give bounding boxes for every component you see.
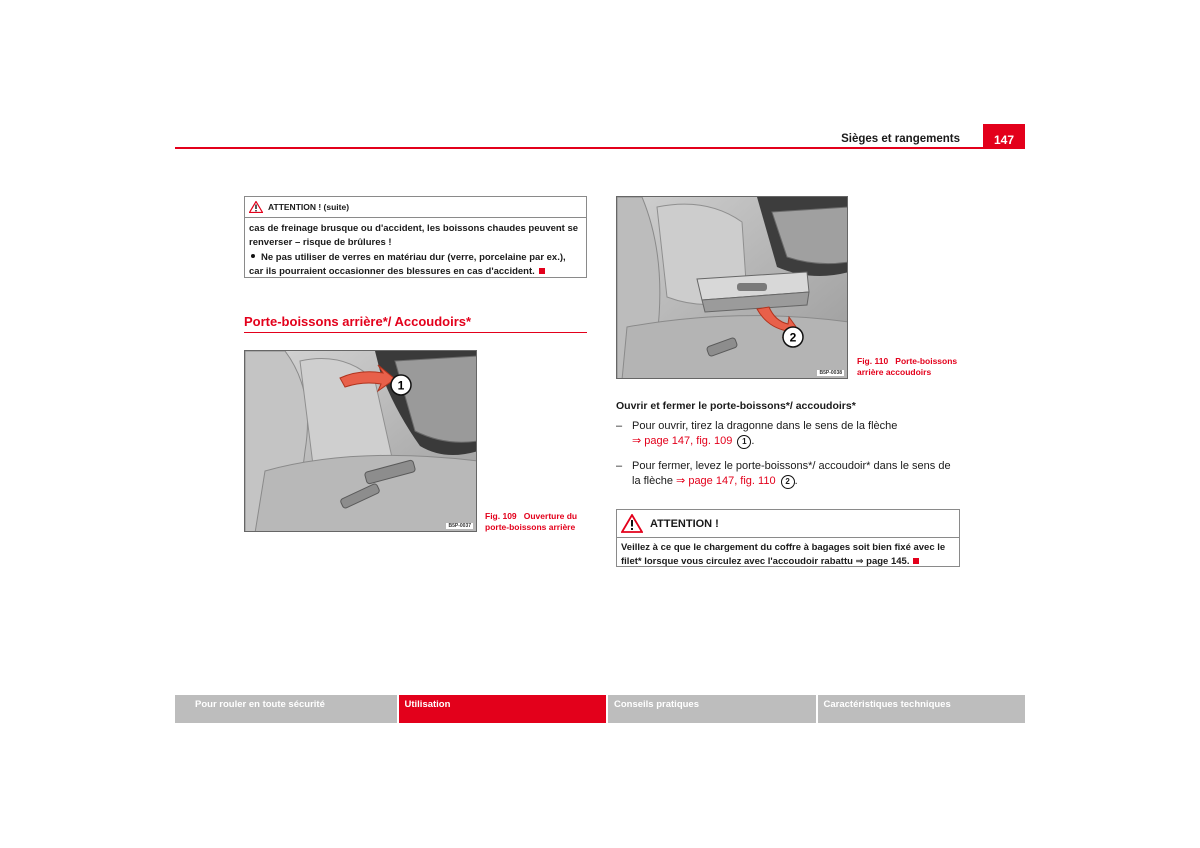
warning-triangle-icon — [249, 201, 263, 213]
figure-110-caption — [857, 356, 967, 378]
footer-tab-safety[interactable]: Pour rouler en toute sécurité — [175, 695, 397, 723]
end-marker-icon — [539, 268, 545, 274]
step-1-marker: 1 — [737, 435, 751, 449]
step-1-page-link[interactable]: ⇒ page 147, fig. 109 — [632, 435, 733, 447]
footer-tab-usage[interactable]: Utilisation — [399, 695, 607, 723]
step-1-text: Pour ouvrir, tirez la dragonne dans le sens de la flèche — [632, 420, 898, 432]
warning-continued-box — [244, 196, 587, 278]
instruction-step-2: – Pour fermer, levez le porte-boissons*/ accoudoir* dans le sens de la flèche ⇒ page 147, fig. 110 2 . — [616, 460, 951, 487]
warning-triangle-icon — [621, 514, 643, 533]
figure-110-number: Fig. 110 — [857, 356, 889, 366]
footer-tab-practical-tips[interactable]: Conseils pratiques — [608, 695, 816, 723]
figure-109-number: Fig. 109 — [485, 511, 517, 521]
figure-109-caption-text: Ouverture du porte-boissons arrière — [485, 511, 578, 532]
page-number: 147 — [983, 124, 1025, 149]
step-2-text: Pour fermer, levez le porte-boissons*/ accoudoir* dans le sens de la flèche — [632, 460, 951, 487]
dash-icon: – — [616, 420, 623, 432]
attention-box — [616, 509, 960, 567]
figure-110-caption-text: Porte-boissons arrière accoudoirs — [857, 356, 958, 377]
figure-110-image — [616, 196, 848, 379]
step-2-marker: 2 — [781, 475, 795, 489]
warning-bullet-text: Ne pas utiliser de verres en matériau dur (verre, porcelaine par ex.), car ils pourraient occasionner des blessures en cas d'accident. — [249, 252, 566, 277]
end-marker-icon — [913, 558, 919, 564]
attention-header — [617, 510, 959, 538]
instructions-heading: Ouvrir et fermer le porte-boissons*/ accoudoirs* — [616, 400, 856, 412]
header-rule — [175, 147, 1025, 149]
figure-110-code: B5P-0038 — [819, 370, 842, 376]
figure-109-marker: 1 — [397, 378, 405, 393]
warning-continued-text: cas de freinage brusque ou d'accident, les boissons chaudes peuvent se renverser – risque de brûlures ! — [249, 223, 579, 248]
bullet-icon — [251, 254, 255, 258]
warning-continued-header — [245, 197, 586, 218]
figure-109-image — [244, 350, 477, 532]
instruction-step-1: – Pour ouvrir, tirez la dragonne dans le sens de la flèche ⇒ page 147, fig. 109 1 . — [616, 420, 898, 447]
figure-110-marker: 2 — [789, 330, 797, 345]
attention-body: Veillez à ce que le chargement du coffre à bagages soit bien fixé avec le filet* lorsque vous circulez avec l'accoudoir rabattu ⇒ page 145. — [621, 542, 946, 567]
warning-continued-heading: ATTENTION ! (suite) — [268, 202, 350, 212]
dash-icon: – — [616, 460, 623, 472]
step-2-page-link[interactable]: ⇒ page 147, fig. 110 — [676, 475, 776, 487]
section-title: Porte-boissons arrière*/ Accoudoirs* — [244, 314, 587, 333]
warning-bullet-item — [249, 251, 582, 278]
footer-tab-technical-specs[interactable]: Caractéristiques techniques — [818, 695, 1026, 723]
figure-109-caption — [485, 511, 585, 533]
running-header-title: Sièges et rangements — [841, 133, 960, 145]
footer-nav — [175, 695, 1025, 723]
attention-heading: ATTENTION ! — [650, 517, 719, 530]
figure-109-code: B5P-0037 — [448, 523, 471, 529]
